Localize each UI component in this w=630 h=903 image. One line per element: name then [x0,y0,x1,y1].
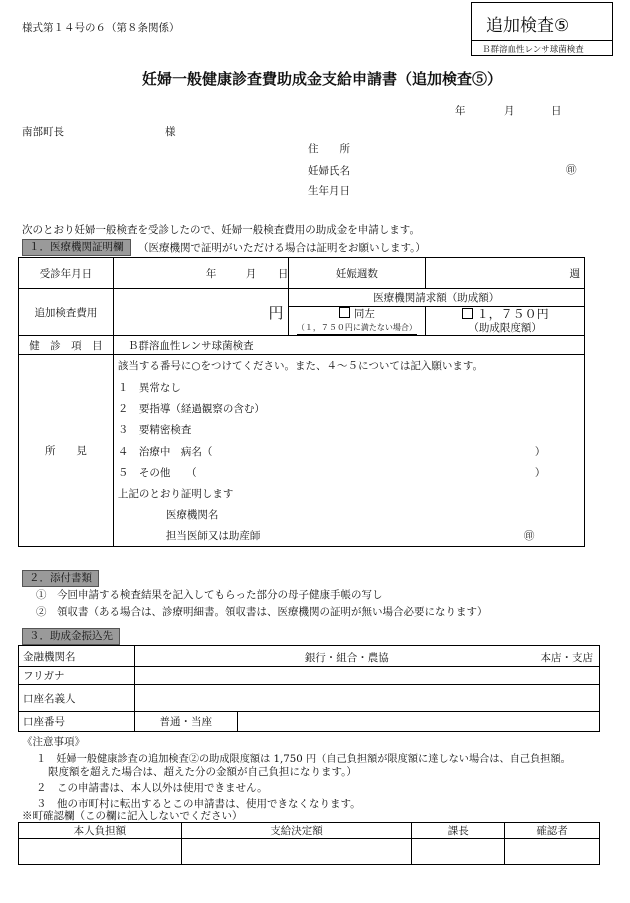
exam-badge [471,2,613,56]
option-same-label: 同左 [353,308,375,320]
findings-area[interactable] [113,355,584,547]
findings-instruction: 該当する番号に○をつけてください。また、４～５については記入願います。 [117,360,483,372]
account-number-label: 口座番号 [19,712,135,732]
findings-label: 所 見 [19,355,114,547]
weeks-unit: 週 [569,267,580,280]
note-1a: １ 妊婦一般健康診査の追加検査②の助成限度額は 1,750 円（自己負担額が限度額に達しない場合は、自己負担額。 [36,754,571,765]
date-day-label: 日 [551,105,562,117]
finding-option-3[interactable]: ３ 要精密検査 [117,424,192,436]
finding-option-5-close: ） [534,467,546,479]
confirm-chief-field [412,839,505,865]
institution-label: 医療機関名 [165,509,219,521]
reception-date-field[interactable] [113,258,288,289]
note-3: ３ 他の市町村に転出するとこの申請書は、使用できなくなります。 [36,798,361,810]
confirm-col-self-pay: 本人負担額 [19,823,182,839]
applicant-name-label: 妊婦氏名 [308,165,350,177]
account-holder-label: 口座名義人 [19,685,135,712]
page-title: 妊婦一般健康診査費助成金支給申請書（追加検査⑤） [142,70,503,88]
bank-name-field[interactable] [134,646,599,667]
option-limit-label: １，７５０円 [476,306,549,321]
confirm-checker-field [505,839,600,865]
cost-field[interactable] [113,289,288,336]
bank-name-label: 金融機関名 [19,646,135,667]
section3-label: ３．助成金振込先 [22,628,120,645]
certify-text: 上記のとおり証明します [117,488,234,500]
confirm-decided-field [181,839,412,865]
account-type[interactable]: 普通・当座 [134,712,237,732]
address-label: 住 所 [308,143,350,155]
note-1b: 限度額を超えた場合は、超えた分の金額が自己負担になります。） [48,766,357,778]
finding-option-1[interactable]: １ 異常なし [117,382,181,394]
cost-label: 追加検査費用 [19,289,114,336]
form-number: 様式第１４号の６（第８条関係） [22,22,180,34]
confirm-table [18,822,600,865]
addressee-honorific: 様 [165,126,176,138]
confirm-col-checker: 確認者 [505,823,600,839]
doctor-seal: ㊞ [523,530,535,542]
finding-option-4[interactable]: ４ 治療中 病名（ [117,446,213,458]
notes-heading: 《注意事項》 [22,736,85,748]
option-same-cell[interactable] [288,307,426,336]
finding-option-2[interactable]: ２ 要指導（経過観察の含む） [117,403,265,415]
account-holder-field[interactable] [134,685,599,712]
furigana-label: フリガナ [19,667,135,685]
date-year-label: 年 [455,105,466,117]
section2-label: ２．添付書類 [22,570,99,587]
yen-unit: 円 [268,303,284,322]
medical-certificate-table [18,257,585,547]
checkbox-same[interactable] [339,307,350,318]
attachment-1: ① 今回申請する検査結果を記入してもらった部分の母子健康手帳の写し [36,589,383,601]
claim-label: 医療機関請求額（助成額） [288,289,584,307]
finding-option-4-close: ） [534,446,546,458]
reception-day: 日 [277,268,289,280]
weeks-field[interactable] [426,258,585,289]
checkbox-limit[interactable] [462,308,473,319]
exam-item-label: 健 診 項 目 [19,336,114,355]
reception-year: 年 [205,268,217,280]
badge-subtitle: Ｂ群溶血性レンサ球菌検査 [482,45,584,55]
furigana-field[interactable] [134,667,599,685]
branch-type: 本店・支店 [540,652,593,664]
bank-type: 銀行・組合・農協 [304,652,389,664]
doctor-label: 担当医師又は助産師 [165,530,261,542]
exam-item-value: Ｂ群溶血性レンサ球菌検査 [113,336,584,355]
bank-table [18,645,600,732]
addressee: 南部町長 [22,126,64,138]
attachment-2: ② 領収書（ある場合は、診療明細書。領収書は、医療機関の証明が無い場合必要になります） [36,606,488,618]
option-limit-cell[interactable] [426,307,585,336]
weeks-label: 妊娠週数 [288,258,426,289]
intro-text: 次のとおり妊婦一般検査を受診したので、妊婦一般検査費用の助成金を申請します。 [22,224,420,236]
option-same-note: （１，７５０円に満たない場合） [297,321,417,335]
confirm-self-pay-field [19,839,182,865]
birthdate-label: 生年月日 [308,185,350,197]
confirm-col-decided: 支給決定額 [181,823,412,839]
date-month-label: 月 [504,105,515,117]
applicant-seal: ㊞ [566,164,577,176]
section1-label: １．医療機関証明欄 [22,239,131,256]
note-2: ２ この申請書は、本人以外は使用できません。 [36,782,268,794]
option-limit-note: （助成限度額） [468,321,542,334]
badge-title: 追加検査⑤ [486,16,570,36]
finding-option-5[interactable]: ５ その他 （ [117,467,197,479]
reception-month: 月 [245,268,257,280]
section1-note: （医療機関で証明がいただける場合は証明をお願いします。） [138,242,426,254]
confirm-heading: ※町確認欄（この欄に記入しないでください） [22,810,243,822]
confirm-col-chief: 課長 [412,823,505,839]
reception-date-label: 受診年月日 [19,258,114,289]
account-number-field[interactable] [237,712,599,732]
